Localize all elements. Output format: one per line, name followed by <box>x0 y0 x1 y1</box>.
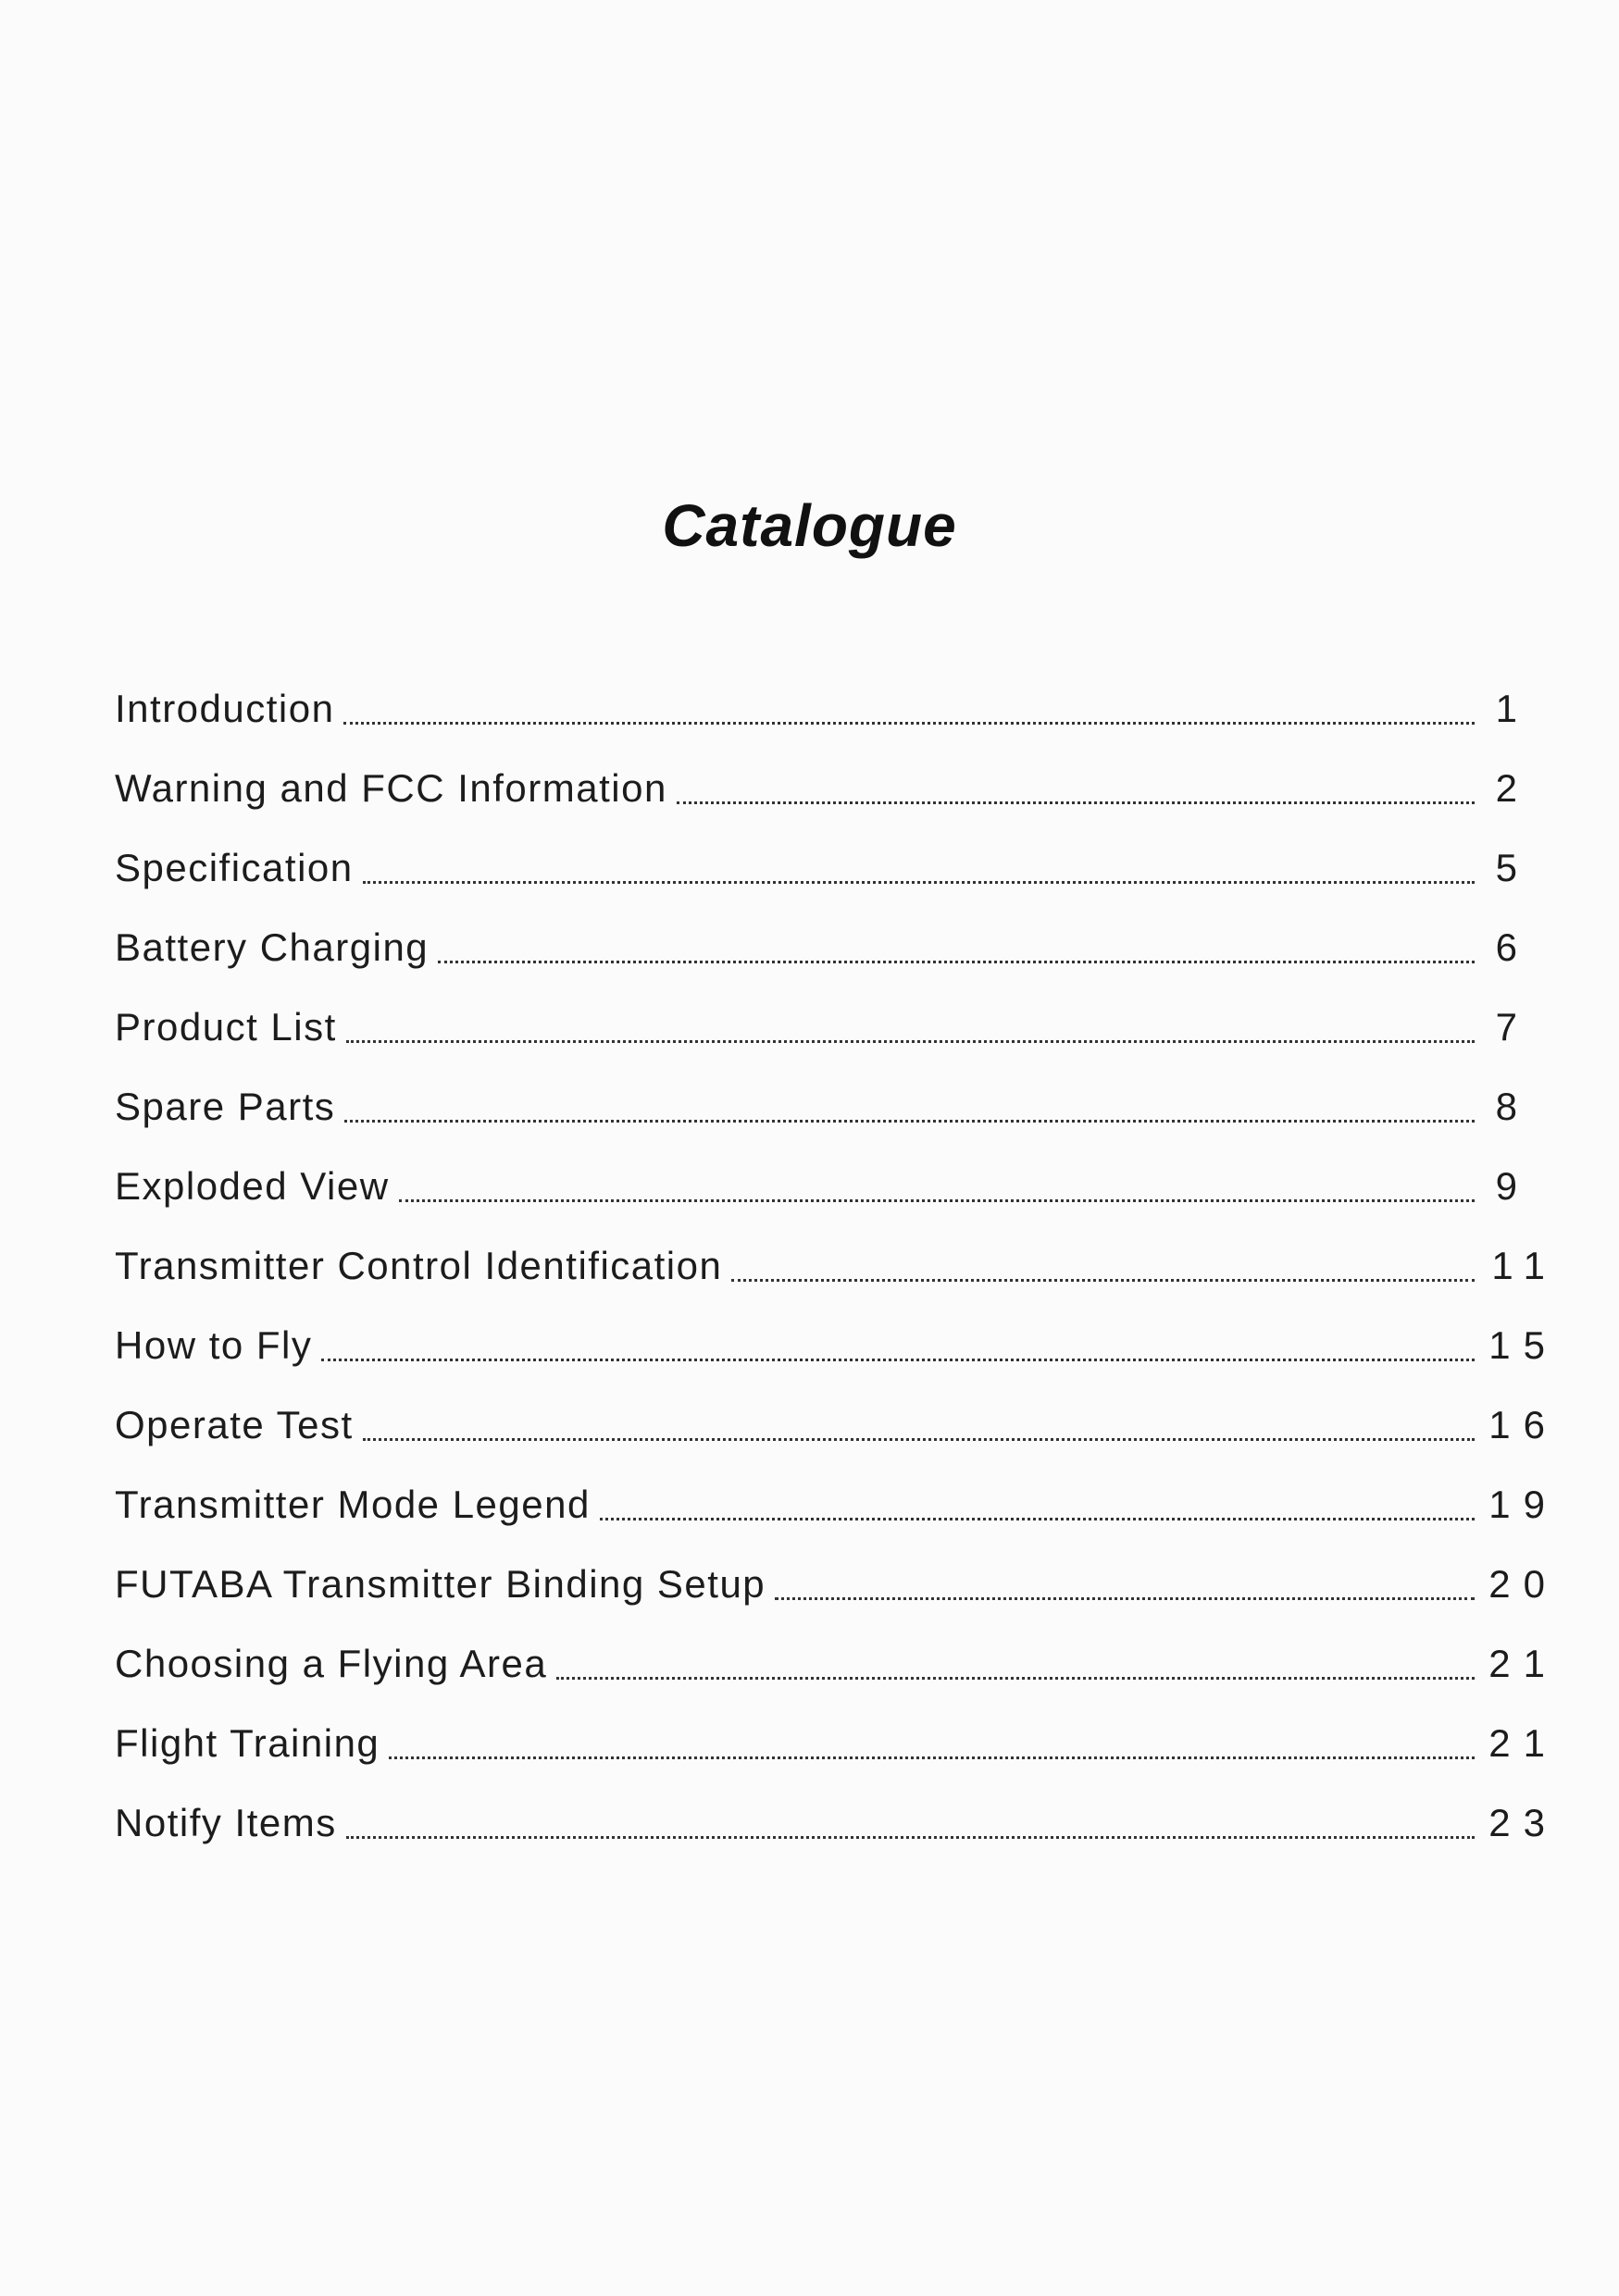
toc-dot-leader <box>399 1159 1475 1214</box>
toc-entry <box>115 737 1545 816</box>
toc-entry <box>115 1214 1558 1294</box>
toc-entry-label: Specification <box>115 846 354 889</box>
toc-entry <box>115 896 1545 975</box>
toc-dot-leader <box>556 1636 1475 1692</box>
toc-entry-label: Introduction <box>115 687 335 730</box>
toc-entry-page: 23 <box>1488 1801 1558 1844</box>
toc-entry <box>115 1055 1545 1135</box>
toc-dot-leader <box>677 761 1475 816</box>
toc-entry-page: 8 <box>1495 1085 1530 1128</box>
toc-entry <box>115 1294 1558 1373</box>
toc-entry-label: Spare Parts <box>115 1085 336 1128</box>
toc-entry-label: How to Fly <box>115 1323 313 1367</box>
toc-entry-page: 5 <box>1495 846 1530 889</box>
toc-entry <box>115 1135 1545 1214</box>
toc-entry-page: 20 <box>1488 1562 1558 1606</box>
toc-dot-leader <box>344 1079 1475 1135</box>
toc-entry-page: 16 <box>1488 1403 1558 1446</box>
toc-entry <box>115 975 1545 1055</box>
toc-entry-page: 6 <box>1495 925 1530 969</box>
toc-dot-leader <box>389 1716 1475 1771</box>
toc-entry-label: FUTABA Transmitter Binding Setup <box>115 1562 766 1606</box>
toc-entry <box>115 1373 1558 1453</box>
toc-entry-page: 21 <box>1488 1721 1558 1765</box>
toc-dot-leader <box>438 920 1475 975</box>
toc-dot-leader <box>775 1557 1475 1612</box>
toc-dot-leader <box>600 1477 1475 1533</box>
toc-entry-label: Choosing a Flying Area <box>115 1642 548 1685</box>
table-of-contents <box>115 657 1558 1851</box>
toc-entry <box>115 657 1545 737</box>
toc-dot-leader <box>363 840 1475 896</box>
toc-dot-leader <box>363 1397 1475 1453</box>
toc-entry-label: Battery Charging <box>115 925 430 969</box>
toc-entry-label: Product List <box>115 1005 337 1049</box>
toc-entry <box>115 1453 1558 1533</box>
toc-entry-label: Transmitter Mode Legend <box>115 1483 591 1526</box>
toc-entry <box>115 816 1545 896</box>
toc-entry-page: 21 <box>1488 1642 1558 1685</box>
toc-entry-page: 15 <box>1488 1323 1558 1367</box>
toc-entry <box>115 1612 1558 1692</box>
toc-entry-label: Exploded View <box>115 1164 390 1208</box>
toc-entry <box>115 1692 1558 1771</box>
toc-entry-label: Transmitter Control Identification <box>115 1244 723 1287</box>
toc-entry-page: 19 <box>1488 1483 1558 1526</box>
toc-entry-label: Warning and FCC Information <box>115 766 667 810</box>
toc-entry-label: Notify Items <box>115 1801 337 1844</box>
toc-entry-label: Operate Test <box>115 1403 354 1446</box>
toc-entry-page: 7 <box>1495 1005 1530 1049</box>
toc-entry-page: 1 <box>1495 687 1530 730</box>
toc-entry <box>115 1533 1558 1612</box>
toc-entry-page: 9 <box>1495 1164 1530 1208</box>
toc-dot-leader <box>346 999 1475 1055</box>
toc-entry-page: 2 <box>1495 766 1530 810</box>
page-title: Catalogue <box>662 492 957 559</box>
toc-entry-label: Flight Training <box>115 1721 380 1765</box>
toc-entry-page: 11 <box>1491 1244 1558 1287</box>
toc-entry <box>115 1771 1558 1851</box>
toc-dot-leader <box>731 1238 1475 1294</box>
toc-dot-leader <box>346 1795 1475 1851</box>
toc-dot-leader <box>343 681 1475 737</box>
toc-dot-leader <box>321 1318 1475 1373</box>
